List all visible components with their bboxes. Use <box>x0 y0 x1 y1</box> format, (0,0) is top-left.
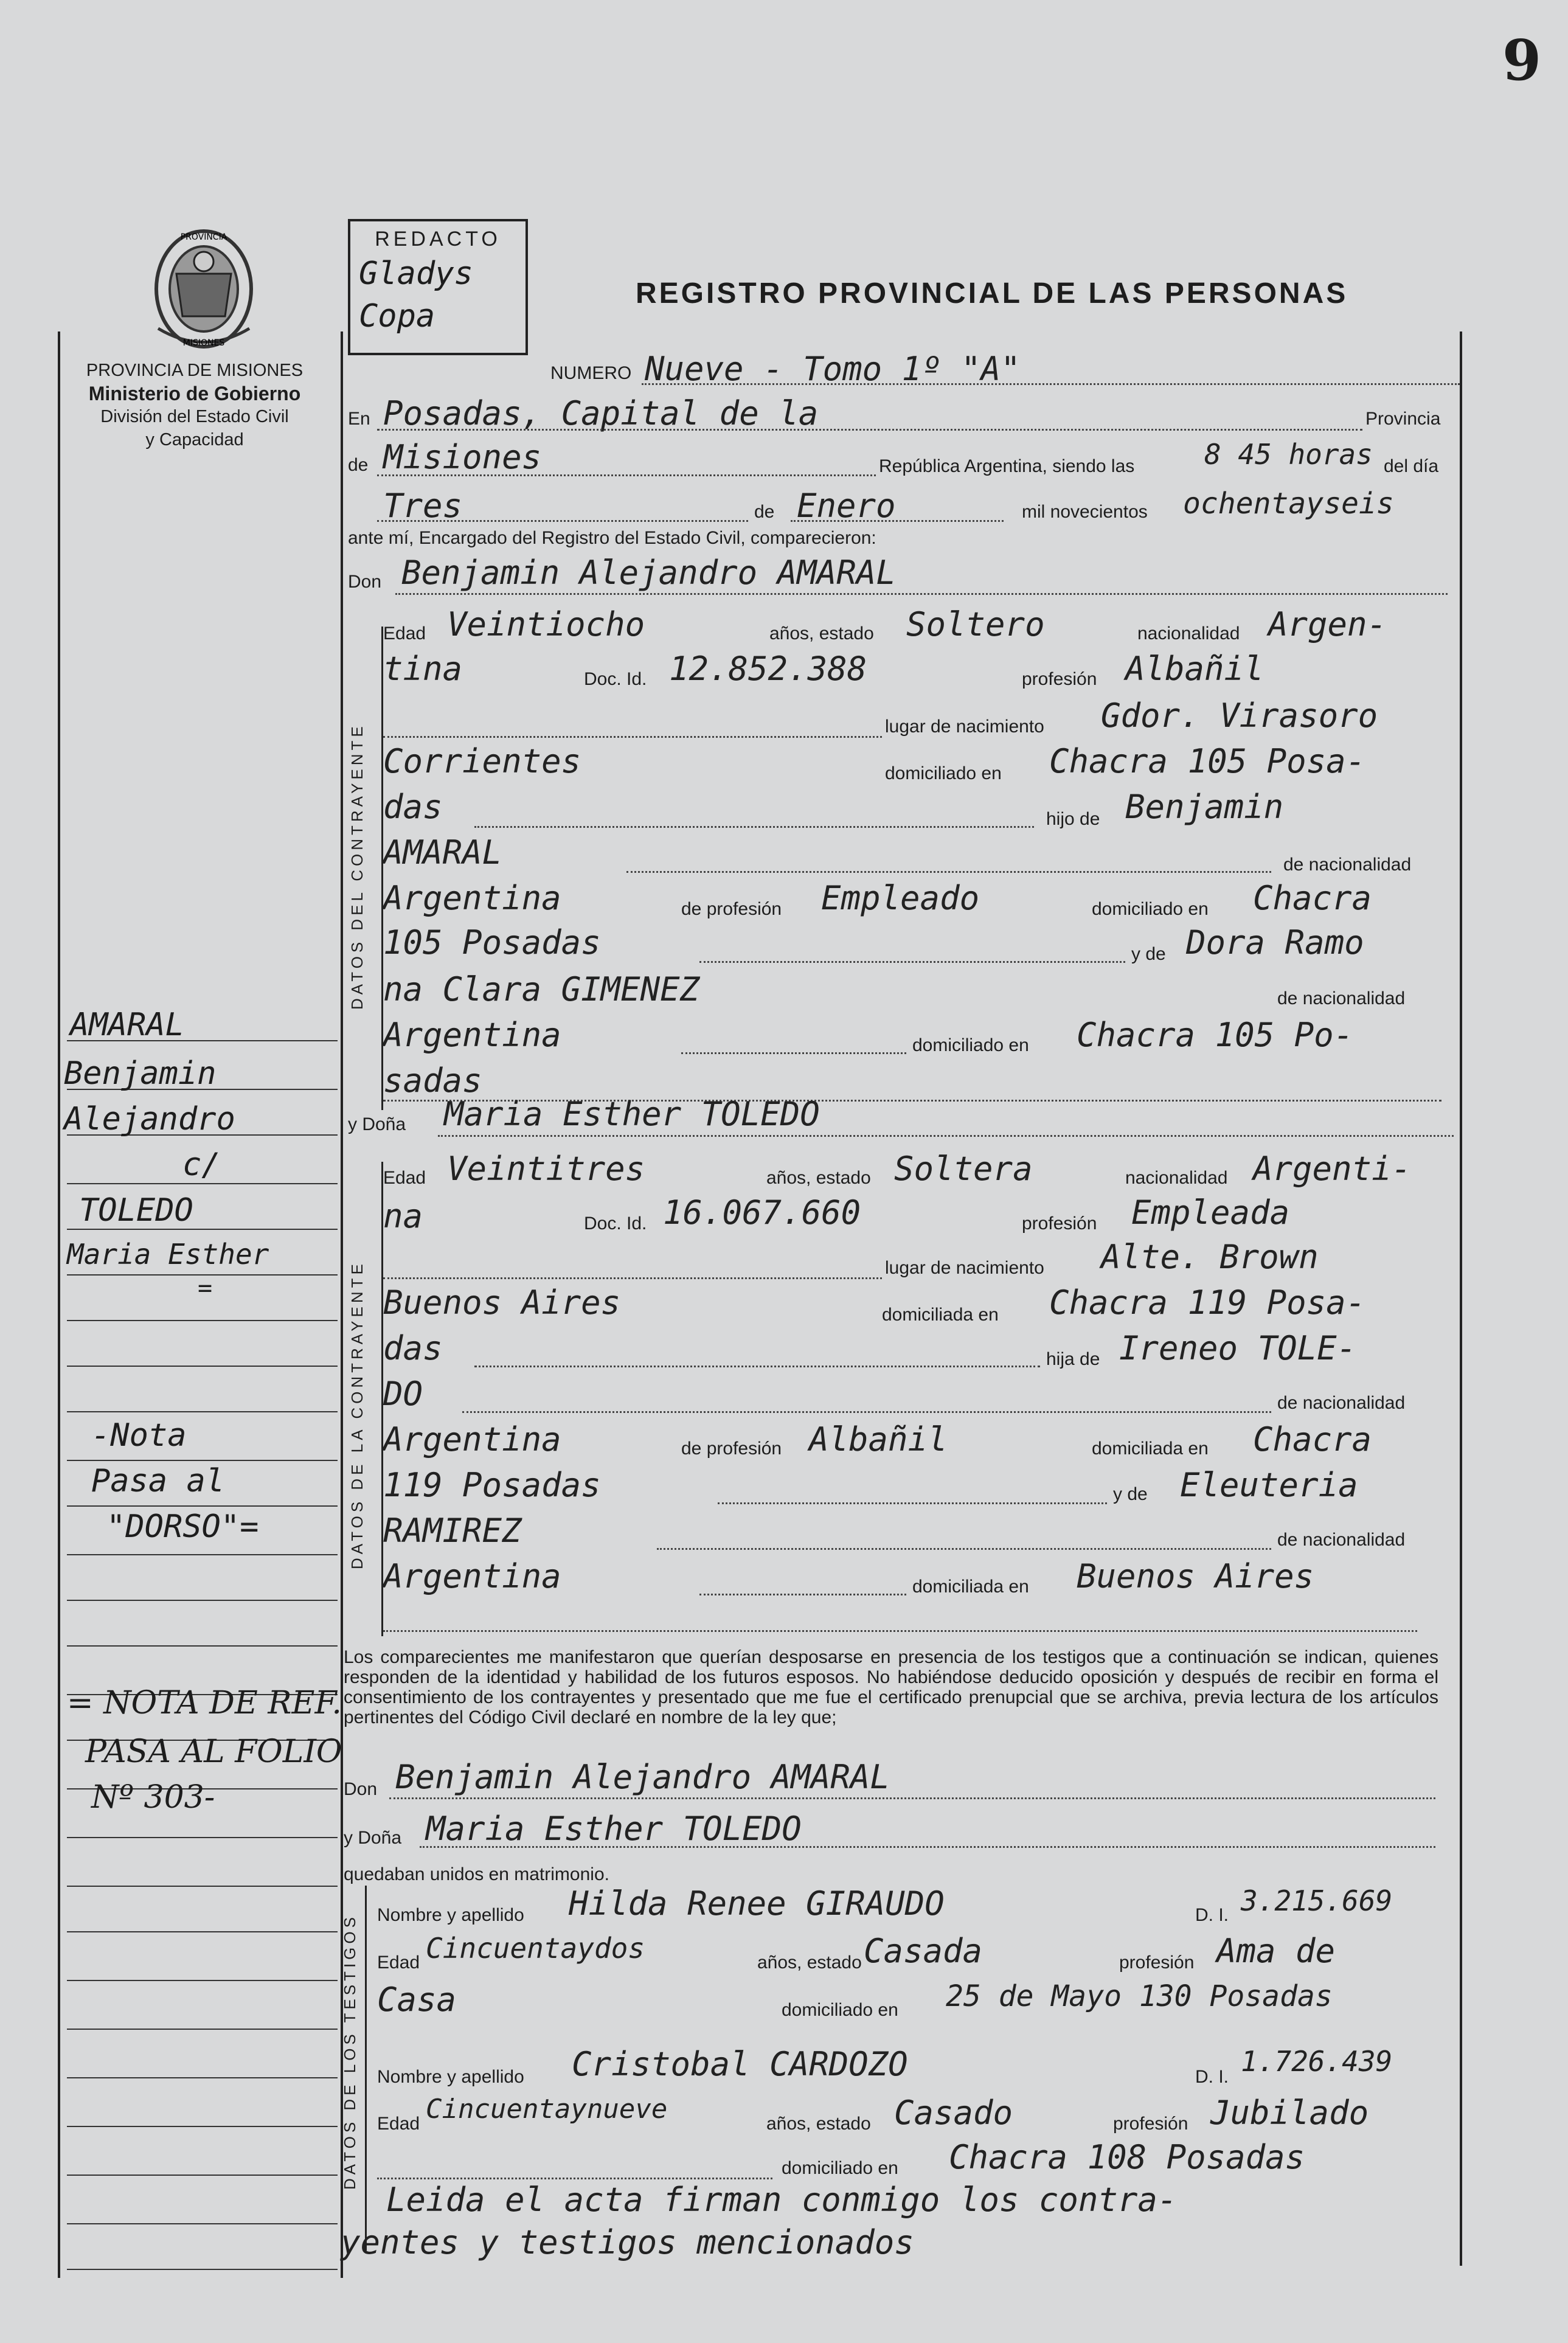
contrayente2-madre-1: Eleuteria <box>1180 1466 1358 1504</box>
numero-value: Nueve - Tomo 1º "A" <box>645 350 1021 388</box>
contrayente-lugar-nac-1: Gdor. Virasoro <box>1101 696 1378 735</box>
y-de-label: y de <box>1131 944 1166 964</box>
contrayente2-doc: 16.067.660 <box>663 1193 861 1232</box>
contrayente2-madre-2: RAMIREZ <box>383 1512 522 1550</box>
provincia-line <box>377 474 876 476</box>
margin-line <box>67 1229 338 1230</box>
de-nacionalidad-label: de nacionalidad <box>1283 855 1412 875</box>
dia-line <box>377 520 748 522</box>
contrayente-padre-1: Benjamin <box>1125 788 1284 826</box>
lugar-line <box>377 429 1362 431</box>
y-dona-label: y Doña <box>348 1114 406 1134</box>
testigo1-di-label: D. I. <box>1195 1905 1229 1925</box>
edad-label: Edad <box>383 623 426 644</box>
padre-dom-label: domiciliado en <box>1092 899 1209 919</box>
anos-estado2-label: años, estado <box>766 1168 871 1188</box>
testigo1-estado: Casada <box>864 1932 983 1970</box>
madre2-nac-line <box>657 1548 1271 1550</box>
contrayente-madre-1: Dora Ramo <box>1186 923 1364 962</box>
margin-line <box>67 2077 338 2078</box>
testigo1-estado-label: años, estado <box>757 1953 862 1973</box>
ante-label: ante mí, Encargado del Registro del Estado Civil, comparecieron: <box>348 528 876 548</box>
seal-top-text: PROVINCIA <box>180 232 227 242</box>
contrayente-padre-prof: Empleado <box>821 879 980 917</box>
padre2-dom-label: domiciliada en <box>1092 1439 1209 1459</box>
testigo1-nombre-label: Nombre y apellido <box>377 1905 524 1925</box>
union-dona-value: Maria Esther TOLEDO <box>426 1810 802 1848</box>
testigo2-profesion-label: profesión <box>1113 2114 1188 2134</box>
margin-line <box>67 1931 338 1932</box>
province-seal-logo <box>146 225 262 353</box>
contrayente-madre-dom-1: Chacra 105 Po- <box>1077 1016 1354 1054</box>
margin-line <box>67 1505 338 1507</box>
contrayente2-edad: Veintitres <box>447 1150 645 1188</box>
testigo1-edad: Cincuentaydos <box>426 1932 645 1965</box>
office-line-4: y Capacidad <box>145 430 244 450</box>
hija-label: hija de <box>1046 1349 1100 1369</box>
margin-line <box>67 1645 338 1647</box>
testigo2-nombre: Cristobal CARDOZO <box>572 2045 908 2083</box>
madre2-nac-label: de nacionalidad <box>1277 1530 1406 1550</box>
y-de2-label: y de <box>1113 1484 1148 1504</box>
margin-line <box>67 2223 338 2224</box>
contrayente-profesion: Albañil <box>1125 650 1264 688</box>
numero-label: NUMERO <box>550 363 632 383</box>
madre2-dom-label: domiciliada en <box>912 1577 1029 1597</box>
contrayente-padre-dom-1: Chacra <box>1253 879 1372 917</box>
testigo1-domicilio: 25 de Mayo 130 Posadas <box>946 1979 1333 2013</box>
republica-label: República Argentina, siendo las <box>879 456 1135 476</box>
madre-nac-line <box>681 1052 906 1054</box>
margin-line <box>67 2175 338 2176</box>
mil-label: mil novecientos <box>1022 502 1148 522</box>
contrayente-padre-nac: Argentina <box>383 879 561 917</box>
office-line-2: Ministerio de Gobierno <box>88 383 301 404</box>
hija-line <box>474 1366 1040 1367</box>
madre2-dom-gap <box>699 1594 906 1595</box>
datos-testigos-label: DATOS DE LOS TESTIGOS <box>341 1914 359 2190</box>
de-profesion2-label: de profesión <box>681 1439 782 1459</box>
contrayente2-padre-prof: Albañil <box>809 1420 948 1459</box>
testigo2-di-label: D. I. <box>1195 2067 1229 2087</box>
testigo2-di: 1.726.439 <box>1241 2045 1393 2078</box>
nacionalidad2-label: nacionalidad <box>1125 1168 1228 1188</box>
testigo1-dom-label: domiciliado en <box>782 2000 898 2020</box>
contrayente2-padre-dom-1: Chacra <box>1253 1420 1372 1459</box>
margin-ref-3: Nº 303- <box>91 1779 215 1816</box>
testigo2-dom-label: domiciliado en <box>782 2158 898 2178</box>
margin-line <box>67 1886 338 1887</box>
don-label: Don <box>348 572 382 592</box>
contrayente2-lugar-nac-2: Buenos Aires <box>383 1283 621 1322</box>
provincia-label: Provincia <box>1365 409 1441 429</box>
redacto-label: REDACTO <box>375 227 501 251</box>
testigo1-nombre: Hilda Renee GIRAUDO <box>569 1884 945 1923</box>
union-dona-label: y Doña <box>344 1828 402 1848</box>
cierre-line-1: Leida el acta firman conmigo los contra- <box>386 2181 1178 2219</box>
contrayente-nac-1: Argen- <box>1268 605 1387 644</box>
margin-line <box>67 2126 338 2127</box>
margin-nota-3: "DORSO"= <box>106 1508 259 1545</box>
de-label: de <box>348 455 369 475</box>
padre-dom-line <box>699 961 1125 963</box>
profesion-label: profesión <box>1022 669 1097 689</box>
testigo2-domicilio: Chacra 108 Posadas <box>949 2138 1305 2176</box>
profesion2-label: profesión <box>1022 1213 1097 1234</box>
office-line-3: División del Estado Civil <box>100 407 289 426</box>
margin-line <box>67 1411 338 1412</box>
testigo2-edad: Cincuentaynueve <box>426 2094 668 2125</box>
margin-line <box>67 1837 338 1838</box>
margin-line <box>67 1320 338 1321</box>
margin-nota-1: -Nota <box>91 1417 187 1454</box>
union-don-line <box>389 1797 1435 1799</box>
testigo2-edad-label: Edad <box>377 2114 420 2134</box>
contrayente2-padre-nac: Argentina <box>383 1420 561 1459</box>
dona-line <box>438 1135 1454 1137</box>
domiciliada-label: domiciliada en <box>882 1305 999 1325</box>
margin-apellido-2: TOLEDO <box>79 1192 193 1229</box>
mes-line <box>791 520 1004 522</box>
en-label: En <box>348 409 370 429</box>
testigos-bracket <box>365 1886 367 2251</box>
contrayente-doc: 12.852.388 <box>669 650 867 688</box>
lugar-nac-label: lugar de nacimiento <box>885 717 1044 737</box>
contrayente-madre-2: na Clara GIMENEZ <box>383 970 700 1008</box>
testigo2-dom-gap <box>377 2178 772 2179</box>
contrayente-padre-2: AMARAL <box>383 833 502 872</box>
margin-line <box>67 1554 338 1555</box>
right-frame-line <box>1460 331 1462 2266</box>
contrayente2-padre-1: Ireneo TOLE- <box>1119 1329 1357 1367</box>
document-title: REGISTRO PROVINCIAL DE LAS PERSONAS <box>636 277 1348 310</box>
madre-dom-label: domiciliado en <box>912 1035 1029 1055</box>
margin-nota-2: Pasa al <box>91 1463 225 1499</box>
margin-nombre-3: Maria Esther <box>67 1238 269 1271</box>
testigo1-edad-label: Edad <box>377 1953 420 1973</box>
edad2-label: Edad <box>383 1168 426 1188</box>
nacionalidad-label: nacionalidad <box>1137 623 1240 644</box>
contrayente2-nac-2: na <box>383 1197 423 1235</box>
testigo2-nombre-label: Nombre y apellido <box>377 2067 524 2087</box>
contrayente-estado: Soltero <box>906 605 1045 644</box>
union-don-value: Benjamin Alejandro AMARAL <box>395 1758 890 1796</box>
lugar-nac2-label: lugar de nacimiento <box>885 1258 1044 1278</box>
hijo-line <box>474 826 1034 828</box>
margin-line <box>67 1366 338 1367</box>
contrayente2-madre-dom: Buenos Aires <box>1077 1557 1314 1595</box>
domiciliado-label: domiciliado en <box>885 763 1002 783</box>
margin-line <box>67 2269 338 2270</box>
datos-contrayente2-label: DATOS DE LA CONTRAYENTE <box>348 1260 366 1569</box>
testigo2-estado-label: años, estado <box>766 2114 871 2134</box>
margin-line <box>67 1600 338 1601</box>
hora-value: 8 45 horas <box>1204 438 1373 471</box>
quedaban-label: quedaban unidos en matrimonio. <box>344 1864 609 1884</box>
testigo2-profesion: Jubilado <box>1210 2094 1369 2132</box>
testigo1-profesion-2: Casa <box>377 1980 457 2019</box>
contrayente2-nombre: Maria Esther TOLEDO <box>444 1095 820 1133</box>
contrayente-nac-2: tina <box>383 650 463 688</box>
testigo1-di: 3.215.669 <box>1241 1884 1393 1917</box>
union-don-label: Don <box>344 1779 378 1799</box>
lugar-value: Posadas, Capital de la <box>383 394 819 432</box>
contrayente-dom-1: Chacra 105 Posa- <box>1049 742 1366 780</box>
contrayente-madre-nac: Argentina <box>383 1016 561 1054</box>
contrayente-padre-dom-2: 105 Posadas <box>383 923 601 962</box>
margin-apellido: AMARAL <box>70 1007 184 1043</box>
madre-nac-label: de nacionalidad <box>1277 988 1406 1008</box>
margin-equal: = <box>198 1274 213 1302</box>
padre2-nac-line <box>462 1411 1271 1413</box>
lugar-nac2-line <box>383 1277 882 1279</box>
contrayente-dom-2: das <box>383 788 443 826</box>
contrayente2-dom-1: Chacra 119 Posa- <box>1049 1283 1366 1322</box>
de-mes-label: de <box>754 502 775 522</box>
margin-line <box>67 1460 338 1461</box>
de-profesion-label: de profesión <box>681 899 782 919</box>
seal-bottom-text: MISIONES <box>182 338 225 348</box>
mes-value: Enero <box>797 487 896 525</box>
margin-con: c/ <box>182 1147 221 1183</box>
office-line-1: PROVINCIA DE MISIONES <box>86 361 304 380</box>
contrayente2-padre-2: DO <box>383 1375 423 1413</box>
anio-value: ochentayseis <box>1183 487 1394 521</box>
dia-value: Tres <box>383 487 463 525</box>
union-dona-line <box>420 1846 1435 1848</box>
testigo2-estado: Casado <box>894 2094 1013 2132</box>
contrayente-edad: Veintiocho <box>447 605 645 644</box>
anos-estado-label: años, estado <box>769 623 874 644</box>
redacto-name-2: Copa <box>359 298 435 335</box>
contrayente2-lugar-nac-1: Alte. Brown <box>1101 1238 1319 1276</box>
provincia-value: Misiones <box>383 438 542 476</box>
don-line <box>395 593 1448 595</box>
doc-label: Doc. Id. <box>584 669 647 689</box>
page-number: 9 <box>1502 27 1542 93</box>
redacto-box <box>348 219 528 355</box>
padre-nac-line <box>626 871 1271 873</box>
madre2-dom-line <box>383 1630 1417 1632</box>
contrayente2-nac-1: Argenti- <box>1253 1150 1412 1188</box>
contrayente2-madre-nac: Argentina <box>383 1557 561 1595</box>
contrayente-lugar-nac-2: Corrientes <box>383 742 581 780</box>
lugar-nac-line <box>383 736 882 738</box>
numero-line <box>642 383 1460 385</box>
margin-line <box>67 1980 338 1981</box>
contrayente2-profesion: Empleada <box>1131 1193 1290 1232</box>
cierre-line-2: yentes y testigos mencionados <box>341 2223 914 2261</box>
testigo1-profesion: Ama de <box>1216 1932 1336 1970</box>
margin-ref-2: PASA AL FOLIO <box>85 1734 342 1770</box>
doc2-label: Doc. Id. <box>584 1213 647 1234</box>
contrayente-madre-dom-2: sadas <box>383 1061 482 1100</box>
datos-contrayente-label: DATOS DEL CONTRAYENTE <box>348 723 366 1010</box>
margin-nombre-1: Benjamin <box>64 1055 217 1092</box>
margin-line <box>67 1183 338 1184</box>
del-dia-label: del día <box>1384 456 1439 476</box>
margin-nombre-2: Alejandro <box>64 1101 235 1137</box>
contrayente2-padre-dom-2: 119 Posadas <box>383 1466 601 1504</box>
margin-line <box>67 2029 338 2030</box>
testigo1-profesion-label: profesión <box>1119 1953 1195 1973</box>
office-block <box>55 359 335 451</box>
hijo-label: hijo de <box>1046 809 1100 829</box>
left-frame-line <box>58 331 60 2278</box>
declaracion-text: Los comparecientes me manifestaron que querían desposarse en presencia de los testigos que a continuación se indican, quienes responden de la identidad y habilidad de los futuros esposos. No habiéndose deducido oposición y después de recibir en forma el consentimiento de los contrayentes y presentado que me fue el certificado prenupcial que se archiva, previa lectura de los artículos pertinentes del Código Civil declaré en nombre de la ley que; <box>344 1647 1438 1727</box>
contrayente2-dom-2: das <box>383 1329 443 1367</box>
margin-ref-1: = NOTA DE REF. <box>67 1685 342 1721</box>
padre2-dom-line <box>718 1502 1107 1504</box>
de-nacionalidad2-label: de nacionalidad <box>1277 1393 1406 1413</box>
redacto-name-1: Gladys <box>359 255 473 292</box>
contrayente-nombre: Benjamin Alejandro AMARAL <box>401 554 896 592</box>
contrayente2-estado: Soltera <box>894 1150 1033 1188</box>
